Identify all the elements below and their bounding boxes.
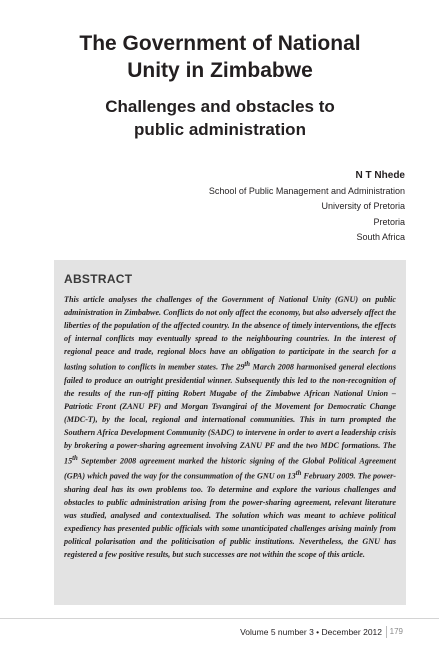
- abstract-text-part: September 2008 agreement marked the historic signing of the Global Political Agreement (GPA) which paved the way for the consummation of the GNU on 13: [64, 456, 396, 482]
- author-block: [105, 168, 405, 246]
- article-subtitle: [40, 95, 400, 141]
- abstract-text-part: February 2009. The power-sharing deal has its own problems too. To determine and explore the various challenges and obstacles to public administration arising from the power-sharing agreement, relevant literature was studied, analysed and contextualised. The solution which was meant to achieve political expediency has presented public officials with some unanticipated challenges arising mainly from political polarisation and the politicisation of public institutions. Nevertheless, the GNU has registered a few positive results, but such successes are not within the scope of this article.: [64, 472, 396, 560]
- ordinal-suffix: th: [72, 454, 78, 462]
- title-line-1: The Government of National: [79, 32, 361, 55]
- affiliation-line: School of Public Management and Administration: [208, 185, 405, 196]
- affiliation-line: University of Pretoria: [321, 201, 405, 211]
- abstract-box: [54, 260, 406, 605]
- article-title: [40, 30, 400, 84]
- title-line-2: Unity in Zimbabwe: [127, 59, 313, 82]
- journal-issue: Volume 5 number 3 • December 2012: [240, 627, 382, 637]
- footer-rule: [0, 618, 439, 619]
- abstract-text-part: March 2008 harmonised general elections failed to produce an outright presidential winner. Subsequently this led to the non-recognition of the results of the run-off pitting Robert Mugabe of the Zimbabwe African National Union – Patriotic Front (ZANU PF) and Morgan Tsvangirai of the Movement for Democratic Change (MDC-T), by the local, regional and international communities. This in turn prompted the Southern Africa Development Community (SADC) to intervene in order to avert a leadership crisis by brokering a power-sharing agreement involving ZANU PF and the two MDC formations. The 15: [64, 362, 396, 466]
- subtitle-line-2: public administration: [134, 120, 306, 139]
- affiliation-line: Pretoria: [373, 216, 405, 227]
- subtitle-line-1: Challenges and obstacles to: [105, 97, 335, 116]
- footer-divider: [386, 626, 387, 638]
- page-number: 179: [389, 627, 403, 636]
- author-name: N T Nhede: [355, 170, 405, 181]
- abstract-text-part: This article analyses the challenges of the Government of National Unity (GNU) on public administration in Zimbabwe. Conflicts do not only affect the economy, but also adversely affect the liberties of the population of the affected country. In the absence of timely interventions, the effects of internal conflicts may eventually spread to the neighbouring countries. In the interest of regional peace and trade, regional blocs have an obligation to participate in the search for a lasting solution to conflicts in member states. The 29: [64, 295, 396, 372]
- abstract-text: [64, 293, 396, 561]
- abstract-heading: ABSTRACT: [64, 272, 133, 286]
- ordinal-suffix: th: [295, 470, 302, 478]
- affiliation-line: South Africa: [356, 232, 405, 242]
- ordinal-suffix: th: [244, 361, 251, 368]
